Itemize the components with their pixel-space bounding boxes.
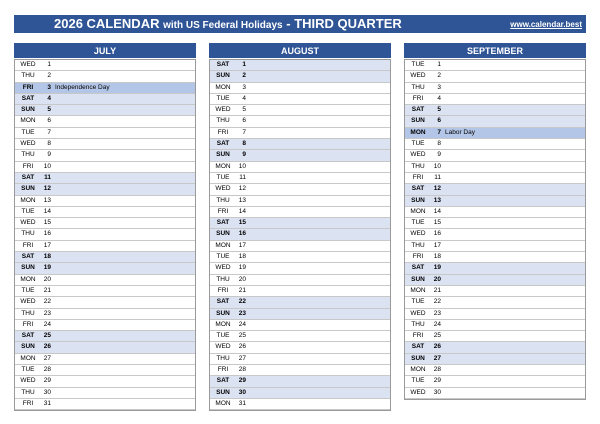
day-row [15,275,195,286]
day-number: 1 [47,61,51,68]
day-of-week: TUE [411,219,425,227]
day-of-week: FRI [217,128,229,136]
day-row [15,376,195,387]
day-number: 4 [242,94,246,102]
day-of-week: WED [20,219,36,227]
day-number: 6 [47,117,51,125]
day-number: 6 [437,117,441,125]
day-number: 18 [43,253,51,261]
day-row [210,297,390,308]
day-number: 14 [433,207,441,215]
day-number: 12 [433,185,441,193]
day-of-week: MON [215,320,231,328]
day-row [210,229,390,240]
day-row [15,388,195,399]
day-of-week: SUN [411,275,425,283]
day-number: 28 [43,366,51,374]
day-of-week: TUE [411,140,425,148]
day-row [15,105,195,116]
day-row [210,196,390,207]
day-number: 2 [242,72,246,80]
day-number: 12 [43,185,51,193]
day-row [15,354,195,365]
day-of-week: MON [410,207,426,215]
day-row [405,309,585,320]
day-of-week: SAT [216,298,230,306]
day-of-week: FRI [217,366,229,374]
day-row [210,241,390,252]
day-of-week: THU [216,354,230,362]
day-number: 16 [433,230,441,238]
day-row [405,162,585,173]
day-row [405,354,585,365]
day-number: 17 [238,241,246,249]
day-of-week: WED [215,264,231,272]
day-number: 5 [47,106,51,114]
day-row [405,297,585,308]
day-number: 6 [242,117,246,125]
day-of-week: WED [410,151,426,159]
day-of-week: WED [20,140,36,148]
day-number: 8 [437,140,441,148]
day-number: 1 [437,61,441,68]
day-number: 15 [433,219,441,227]
day-row [15,365,195,376]
day-number: 2 [437,72,441,80]
day-number: 25 [43,332,51,340]
day-row [405,60,585,71]
day-row [210,128,390,139]
day-of-week: SUN [21,343,35,351]
day-number: 11 [44,173,51,181]
day-of-week: WED [20,298,36,306]
day-row [405,275,585,286]
day-number: 16 [43,230,51,238]
day-row [405,241,585,252]
day-row [405,218,585,229]
day-number: 14 [43,207,51,215]
day-row [15,162,195,173]
day-of-week: FRI [22,241,34,249]
day-number: 9 [242,151,246,159]
day-row [405,376,585,387]
day-row [15,399,195,410]
day-of-week: MON [410,286,426,294]
day-number: 29 [43,377,51,385]
day-number: 4 [437,94,441,102]
day-number: 27 [433,354,441,362]
day-number: 25 [433,332,441,340]
day-row [405,139,585,150]
day-number: 8 [47,140,51,148]
day-of-week: SAT [216,377,230,385]
day-of-week: SUN [216,309,230,317]
title-quarter: THIRD QUARTER [294,16,402,31]
day-row [210,365,390,376]
day-row [15,297,195,308]
day-number: 22 [238,298,246,306]
day-row [210,252,390,263]
day-row [405,252,585,263]
day-row [405,365,585,376]
day-of-week: THU [21,151,35,159]
day-number: 4 [47,94,51,102]
day-row [210,105,390,116]
day-of-week: FRI [22,162,34,170]
day-row [15,184,195,195]
day-of-week: SUN [411,117,425,125]
month-column-september [404,43,586,400]
day-number: 24 [43,320,51,328]
day-number: 26 [433,343,441,351]
day-row [210,60,390,71]
day-of-week: TUE [411,61,425,68]
day-of-week: SAT [21,332,35,340]
day-number: 19 [238,264,246,272]
day-row [15,139,195,150]
day-number: 24 [433,320,441,328]
day-number: 28 [433,366,441,374]
day-number: 20 [43,275,51,283]
day-of-week: FRI [412,94,424,102]
day-number: 22 [43,298,51,306]
day-of-week: SUN [216,230,230,238]
day-number: 10 [238,162,246,170]
day-row [15,241,195,252]
day-number: 18 [433,253,441,261]
day-number: 19 [433,264,441,272]
day-of-week: SUN [411,196,425,204]
day-of-week: THU [21,72,35,80]
day-of-week: MON [20,196,36,204]
day-number: 30 [238,388,246,396]
day-number: 27 [238,354,246,362]
day-of-week: MON [20,275,36,283]
day-row [210,207,390,218]
day-row [405,94,585,105]
day-row [405,207,585,218]
day-number: 5 [437,106,441,114]
day-of-week: TUE [216,94,230,102]
day-of-week: FRI [412,332,424,340]
day-of-week: SUN [411,354,425,362]
day-row [210,218,390,229]
day-number: 21 [43,286,51,294]
day-row [210,275,390,286]
day-number: 10 [433,162,441,170]
day-number: 7 [437,128,441,136]
day-number: 15 [238,219,246,227]
day-of-week: THU [21,230,35,238]
month-column-july [14,43,196,411]
day-number: 25 [238,332,246,340]
day-row [210,71,390,82]
day-of-week: THU [21,388,35,396]
day-number: 19 [43,264,51,272]
day-number: 12 [238,185,246,193]
day-row [405,286,585,297]
day-number: 3 [437,83,441,91]
day-of-week: SAT [21,94,35,102]
day-row [405,105,585,116]
day-row [405,71,585,82]
holiday-row [15,83,195,94]
day-number: 29 [433,377,441,385]
day-number: 26 [43,343,51,351]
day-row [15,286,195,297]
day-of-week: FRI [412,173,424,181]
day-of-week: SUN [216,388,230,396]
day-number: 17 [43,241,51,249]
day-number: 23 [43,309,51,317]
day-number: 10 [43,162,51,170]
day-of-week: THU [216,196,230,204]
day-number: 9 [47,151,51,159]
day-of-week: FRI [22,320,34,328]
day-number: 27 [43,354,51,362]
day-number: 20 [433,275,441,283]
holiday-name: Independence Day [55,83,110,91]
day-row [210,309,390,320]
day-of-week: FRI [412,253,424,261]
day-of-week: THU [216,117,230,125]
day-of-week: TUE [21,366,35,374]
day-number: 21 [238,286,246,294]
day-row [15,207,195,218]
page-title [54,16,402,31]
holiday-name: Labor Day [445,128,475,136]
title-main: 2026 CALENDAR [54,16,160,31]
day-row [210,83,390,94]
day-row [15,71,195,82]
day-of-week: FRI [217,207,229,215]
day-of-week: THU [21,309,35,317]
day-row [210,162,390,173]
day-number: 13 [43,196,51,204]
day-of-week: WED [410,230,426,238]
day-of-week: MON [215,83,231,91]
day-of-week: WED [215,106,231,114]
day-row [15,229,195,240]
day-number: 1 [242,61,246,68]
day-row [405,184,585,195]
day-row [405,388,585,399]
day-number: 14 [238,207,246,215]
day-of-week: SAT [216,61,230,68]
day-row [405,320,585,331]
day-of-week: TUE [411,298,425,306]
day-of-week: THU [411,83,425,91]
day-of-week: SAT [216,140,230,148]
day-row [210,320,390,331]
day-of-week: WED [410,388,426,396]
day-of-week: WED [410,72,426,80]
day-of-week: THU [216,275,230,283]
day-of-week: TUE [216,253,230,261]
day-of-week: FRI [217,286,229,294]
day-of-week: SAT [411,185,425,193]
day-row [210,354,390,365]
day-row [15,94,195,105]
day-row [210,286,390,297]
day-row [210,94,390,105]
day-row [15,320,195,331]
day-row [210,139,390,150]
day-number: 7 [242,128,246,136]
day-row [15,309,195,320]
day-of-week: SUN [21,264,35,272]
day-of-week: SUN [216,72,230,80]
day-row [15,252,195,263]
day-of-week: TUE [21,128,35,136]
month-table [14,59,196,411]
month-table [209,59,391,411]
day-of-week: TUE [216,332,230,340]
day-number: 30 [43,388,51,396]
day-of-week: SUN [21,106,35,114]
month-header: SEPTEMBER [404,43,586,58]
day-of-week: MON [215,399,231,407]
day-of-week: MON [410,366,426,374]
day-number: 31 [43,399,51,407]
day-number: 11 [239,173,246,181]
day-of-week: WED [215,343,231,351]
day-of-week: SAT [411,264,425,272]
day-row [405,116,585,127]
day-of-week: FRI [22,83,34,91]
day-row [15,342,195,353]
day-of-week: WED [20,377,36,385]
day-row [210,173,390,184]
day-row [15,173,195,184]
day-row [210,376,390,387]
day-number: 23 [433,309,441,317]
day-row [405,173,585,184]
day-of-week: MON [215,241,231,249]
day-of-week: THU [411,241,425,249]
day-row [15,128,195,139]
day-number: 5 [242,106,246,114]
day-row [210,116,390,127]
day-number: 16 [238,230,246,238]
day-row [210,263,390,274]
day-row [210,342,390,353]
day-of-week: SAT [411,343,425,351]
day-of-week: WED [215,185,231,193]
day-of-week: MON [215,162,231,170]
day-number: 29 [238,377,246,385]
day-of-week: SUN [216,151,230,159]
day-number: 7 [47,128,51,136]
day-row [210,388,390,399]
title-sub: with US Federal Holidays [163,20,283,31]
day-row [405,331,585,342]
day-of-week: TUE [216,173,230,181]
day-row [405,229,585,240]
day-row [210,331,390,342]
day-number: 24 [238,320,246,328]
day-row [405,196,585,207]
day-number: 21 [433,286,441,294]
day-row [210,150,390,161]
day-number: 3 [242,83,246,91]
day-number: 13 [433,196,441,204]
day-number: 26 [238,343,246,351]
day-number: 30 [433,388,441,396]
title-sep: - [286,16,291,31]
day-of-week: TUE [21,286,35,294]
day-number: 13 [238,196,246,204]
day-row [15,218,195,229]
day-of-week: MON [20,117,36,125]
day-number: 23 [238,309,246,317]
month-header: JULY [14,43,196,58]
day-number: 17 [433,241,441,249]
holiday-row [405,128,585,139]
day-row [15,150,195,161]
day-row [210,399,390,410]
day-number: 3 [47,83,51,91]
day-number: 18 [238,253,246,261]
day-of-week: FRI [22,399,34,407]
day-row [15,60,195,71]
day-number: 20 [238,275,246,283]
day-row [210,184,390,195]
day-of-week: SAT [411,106,425,114]
day-of-week: SUN [21,185,35,193]
day-number: 9 [437,151,441,159]
website-link[interactable]: www.calendar.best [510,20,582,29]
day-row [15,116,195,127]
day-row [405,83,585,94]
day-of-week: MON [20,354,36,362]
day-row [15,263,195,274]
day-number: 11 [434,173,441,181]
day-row [15,196,195,207]
day-row [405,342,585,353]
day-of-week: WED [20,61,36,68]
day-row [405,150,585,161]
day-of-week: THU [411,320,425,328]
day-number: 22 [433,298,441,306]
day-of-week: WED [410,309,426,317]
day-number: 15 [43,219,51,227]
day-of-week: TUE [411,377,425,385]
month-header: AUGUST [209,43,391,58]
day-number: 31 [238,399,246,407]
day-row [15,331,195,342]
day-of-week: TUE [21,207,35,215]
day-number: 28 [238,366,246,374]
day-of-week: THU [411,162,425,170]
day-number: 2 [47,72,51,80]
month-table [404,59,586,400]
day-of-week: SAT [21,253,35,261]
day-row [405,263,585,274]
month-column-august [209,43,391,411]
day-number: 8 [242,140,246,148]
day-of-week: SAT [21,173,35,181]
day-of-week: SAT [216,219,230,227]
day-of-week: MON [410,128,426,136]
title-banner [14,15,586,33]
